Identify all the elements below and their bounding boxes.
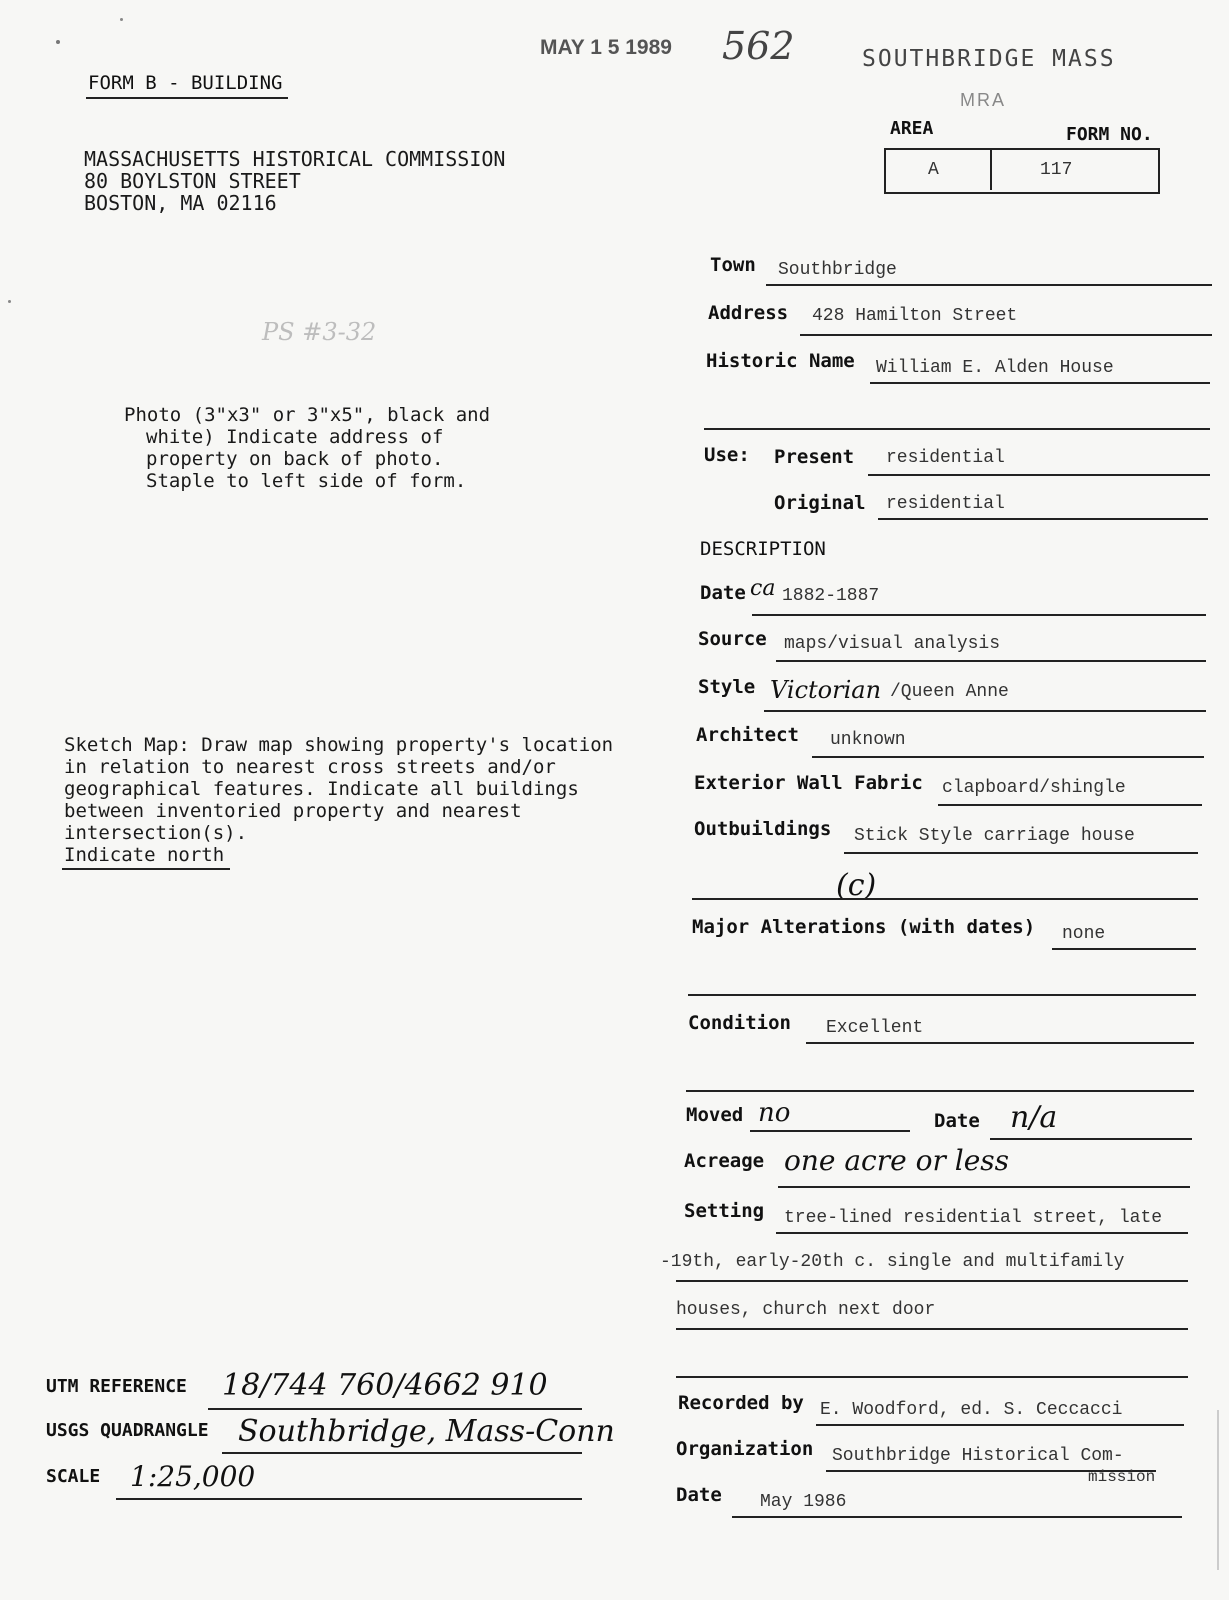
historic-name-line [870, 382, 1210, 384]
recorded-by-label: Recorded by [678, 1392, 804, 1414]
file-number-handwritten: 562 [722, 24, 795, 68]
received-date-stamp: MAY 1 5 1989 [540, 36, 672, 59]
acreage-value: one acre or less [784, 1144, 1009, 1177]
exterior-wall-fabric-label: Exterior Wall Fabric [694, 772, 923, 794]
setting-label: Setting [684, 1200, 765, 1222]
date-label: Date [700, 582, 746, 604]
style-handwritten-value: Victorian [770, 676, 882, 704]
form-title: FORM B - BUILDING [88, 72, 283, 94]
scan-artifact [1217, 1410, 1219, 1570]
form-no-value: 117 [1040, 160, 1073, 180]
condition-label: Condition [688, 1012, 791, 1034]
usgs-value: Southbridge, Mass-Conn [238, 1414, 615, 1449]
utm-value: 18/744 760/4662 910 [222, 1368, 548, 1403]
source-value: maps/visual analysis [784, 634, 1001, 654]
setting-line-2 [676, 1280, 1188, 1282]
moved-label: Moved [686, 1104, 744, 1126]
town-line [766, 284, 1212, 286]
organization-value-line-1: Southbridge Historical Com- [832, 1446, 1124, 1466]
style-line [764, 710, 1206, 712]
address-line [800, 334, 1212, 336]
sketch-instruction-line-2: in relation to nearest cross streets and/or [64, 756, 556, 778]
photo-instruction-line-2: white) Indicate address of [146, 426, 444, 448]
major-alterations-value: none [1062, 924, 1106, 944]
org-street: 80 BOYLSTON STREET [84, 169, 301, 193]
org-city: BOSTON, MA 02116 [84, 191, 277, 215]
present-line [868, 474, 1210, 476]
setting-line-1 [776, 1232, 1188, 1234]
architect-value: unknown [830, 730, 906, 750]
moved-date-value: n/a [1010, 1100, 1058, 1135]
organization-label: Organization [676, 1438, 814, 1460]
source-line [776, 660, 1206, 662]
acreage-line [778, 1186, 1190, 1188]
area-box-divider [990, 148, 992, 190]
scan-artifact [120, 18, 123, 21]
outbuildings-line [844, 852, 1198, 854]
scan-artifact [8, 300, 11, 303]
record-date-line [732, 1516, 1182, 1518]
setting-value-line-1: tree-lined residential street, late [784, 1208, 1163, 1228]
architect-line [812, 756, 1204, 758]
outbuildings-label: Outbuildings [694, 818, 832, 840]
original-label: Original [774, 492, 866, 514]
sketch-instruction-line-5: intersection(s). [64, 822, 248, 844]
description-heading: DESCRIPTION [700, 538, 826, 560]
scale-line [116, 1498, 582, 1500]
utm-line [208, 1408, 582, 1410]
setting-line-3 [676, 1328, 1188, 1330]
moved-line [750, 1130, 910, 1132]
historic-name-value: William E. Alden House [876, 358, 1114, 378]
area-form-box [884, 148, 1160, 194]
moved-value: no [758, 1098, 791, 1128]
recorded-by-line [816, 1424, 1184, 1426]
faint-pencil-mark: PS #3-32 [262, 318, 377, 346]
town-label: Town [710, 254, 756, 276]
major-alterations-line-2 [688, 994, 1196, 996]
setting-line-4 [676, 1376, 1188, 1378]
sketch-instruction-line-3: geographical features. Indicate all buildings [64, 778, 579, 800]
source-label: Source [698, 628, 767, 650]
mra-stamp: MRA [960, 90, 1006, 110]
town-value: Southbridge [778, 260, 897, 280]
scale-value: 1:25,000 [130, 1460, 256, 1493]
address-value: 428 Hamilton Street [812, 306, 1018, 326]
usgs-label: USGS QUADRANGLE [46, 1420, 209, 1441]
condition-line [806, 1042, 1194, 1044]
exterior-wall-fabric-value: clapboard/shingle [942, 778, 1126, 798]
scan-artifact [56, 40, 60, 44]
condition-line-2 [686, 1090, 1194, 1092]
original-value: residential [886, 494, 1005, 514]
form-no-label: FORM NO. [1066, 124, 1153, 145]
architect-label: Architect [696, 724, 799, 746]
sketch-instruction-line-1: Sketch Map: Draw map showing property's location [64, 734, 614, 756]
org-name: MASSACHUSETTS HISTORICAL COMMISSION [84, 147, 506, 171]
historic-name-label: Historic Name [706, 350, 855, 372]
exterior-wall-fabric-line [938, 804, 1202, 806]
style-label: Style [698, 676, 756, 698]
area-stamp: SOUTHBRIDGE MASS [862, 46, 1116, 72]
photo-instruction-line-1: Photo (3"x3" or 3"x5", black and [124, 404, 491, 426]
usgs-line [222, 1452, 582, 1454]
photo-instruction-line-3: property on back of photo. [146, 448, 444, 470]
style-value: /Queen Anne [890, 682, 1009, 702]
scale-label: SCALE [46, 1466, 101, 1487]
record-date-value: May 1986 [760, 1492, 847, 1512]
organization-value-line-2: mission [1088, 1468, 1156, 1486]
address-label: Address [708, 302, 789, 324]
form-title-underline [86, 97, 288, 99]
outbuildings-value: Stick Style carriage house [854, 826, 1135, 846]
recorded-by-value: E. Woodford, ed. S. Ceccacci [820, 1400, 1123, 1420]
major-alterations-line [1052, 948, 1196, 950]
sketch-north-instruction: Indicate north [64, 844, 225, 866]
acreage-label: Acreage [684, 1150, 765, 1172]
major-alterations-label: Major Alterations (with dates) [692, 916, 1036, 938]
area-label: AREA [890, 118, 934, 139]
north-underline [62, 868, 230, 870]
present-label: Present [774, 446, 855, 468]
date-line [752, 614, 1206, 616]
moved-date-label: Date [934, 1110, 980, 1132]
sketch-instruction-line-4: between inventoried property and nearest [64, 800, 522, 822]
use-label: Use: [704, 444, 750, 466]
area-value: A [928, 160, 939, 180]
present-value: residential [886, 448, 1005, 468]
outbuildings-handwritten-note: (c) [836, 868, 877, 903]
original-line [878, 518, 1208, 520]
historic-name-line-2 [704, 428, 1210, 430]
setting-value-line-3: houses, church next door [676, 1300, 936, 1320]
condition-value: Excellent [826, 1018, 924, 1038]
setting-value-line-2: -19th, early-20th c. single and multifamily [660, 1252, 1125, 1272]
date-handwritten-prefix: ca [750, 576, 776, 601]
moved-date-line [990, 1138, 1192, 1140]
date-value: 1882-1887 [782, 586, 880, 606]
utm-label: UTM REFERENCE [46, 1376, 187, 1397]
photo-instruction-line-4: Staple to left side of form. [146, 470, 467, 492]
record-date-label: Date [676, 1484, 722, 1506]
outbuildings-line-2 [692, 898, 1198, 900]
